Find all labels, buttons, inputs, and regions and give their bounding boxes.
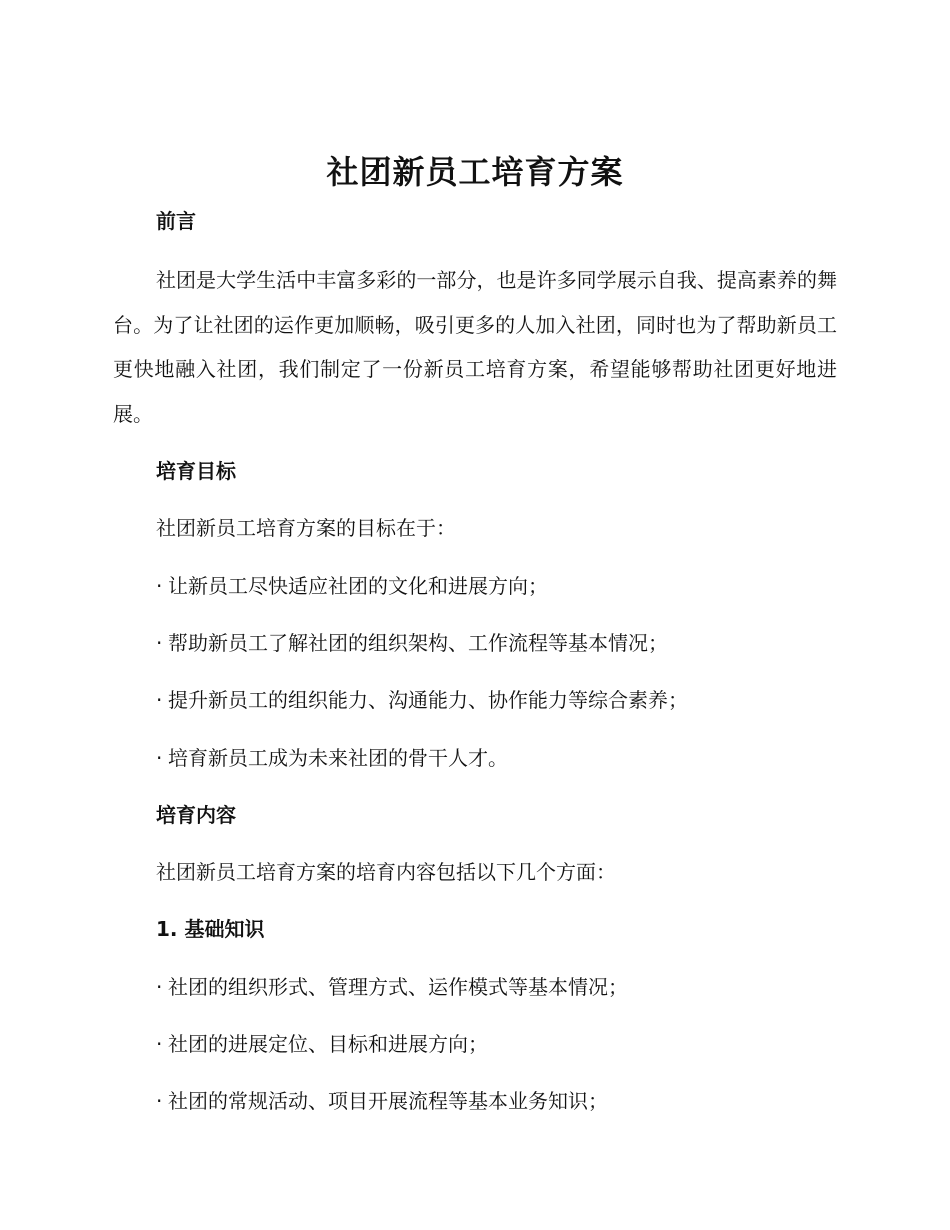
basic-item-text: 社团的常规活动、项目开展流程等基本业务知识； (168, 1089, 608, 1113)
bullet-dot: · (156, 631, 163, 655)
goals-list-item (113, 572, 837, 601)
goals-item-text: 提升新员工的组织能力、沟通能力、协作能力等综合素养； (168, 688, 688, 712)
section-heading-goals: 培育目标 (156, 459, 236, 483)
bullet-dot: · (156, 574, 163, 598)
subsection-heading-basic: 1. 基础知识 (156, 917, 265, 941)
goals-item-text: 帮助新员工了解社团的组织架构、工作流程等基本情况； (168, 631, 668, 655)
bullet-dot: · (156, 1089, 163, 1113)
content-intro-text: 社团新员工培育方案的培育内容包括以下几个方面： (156, 860, 616, 884)
bullet-dot: · (156, 975, 163, 999)
section-heading-content: 培育内容 (156, 803, 236, 827)
bullet-dot: · (156, 688, 163, 712)
section-heading-preface: 前言 (156, 209, 196, 233)
basic-item-text: 社团的进展定位、目标和进展方向； (168, 1032, 488, 1056)
basic-list-item (113, 1087, 837, 1116)
preface-paragraph: 社团是大学生活中丰富多彩的一部分，也是许多同学展示自我、提高素养的舞台。为了让社团的运作更加顺畅，吸引更多的人加入社团，同时也为了帮助新员工更快地融入社团，我们制定了一份新员工培育方案，希望能够帮助社团更好地进展。 (113, 268, 837, 427)
goals-list-item (113, 744, 837, 773)
goals-list-item (113, 629, 837, 658)
goals-item-text: 培育新员工成为未来社团的骨干人才。 (168, 746, 508, 770)
document-title: 社团新员工培育方案 (326, 153, 624, 191)
goals-item-text: 让新员工尽快适应社团的文化和进展方向； (168, 574, 548, 598)
basic-item-text: 社团的组织形式、管理方式、运作模式等基本情况； (168, 975, 628, 999)
bullet-dot: · (156, 1032, 163, 1056)
bullet-dot: · (156, 746, 163, 770)
basic-list-item (113, 1030, 837, 1059)
goals-list-item (113, 686, 837, 715)
basic-list-item (113, 973, 837, 1002)
goals-intro-text: 社团新员工培育方案的目标在于： (156, 516, 456, 540)
